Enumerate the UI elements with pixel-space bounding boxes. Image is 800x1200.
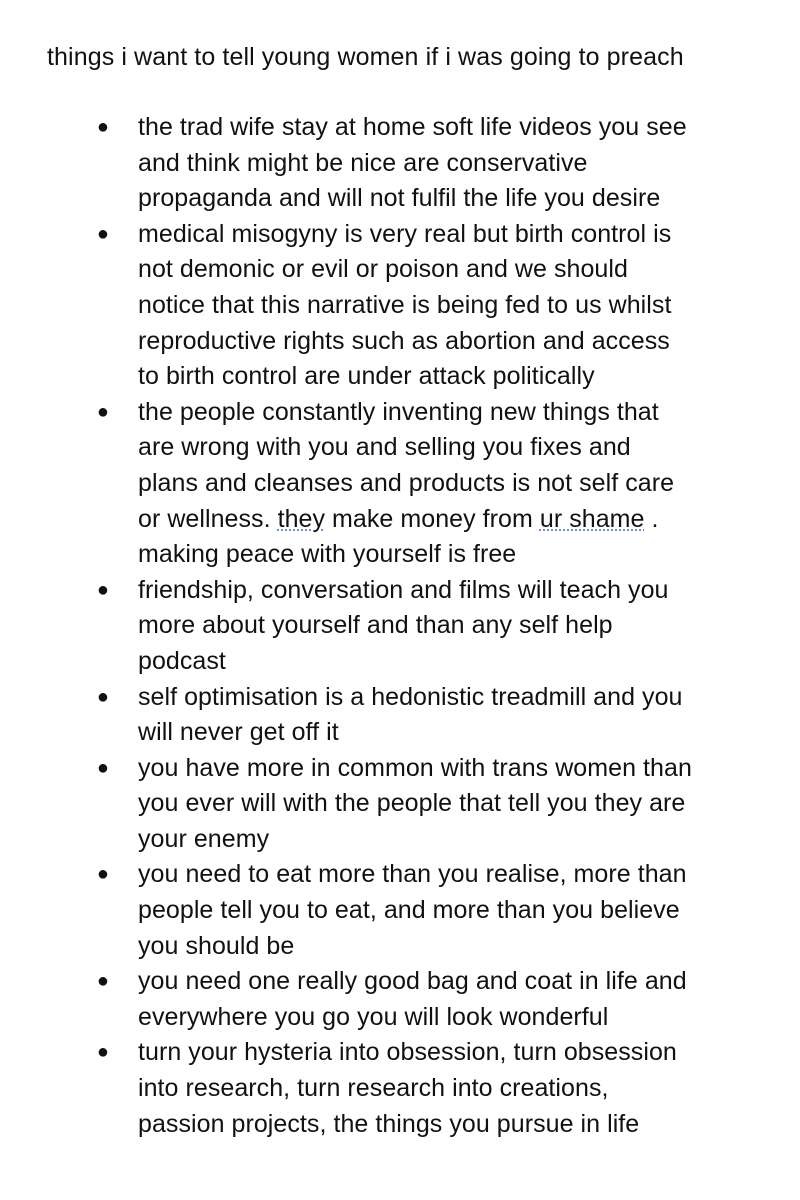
list-item-line: you should be — [138, 931, 295, 960]
list-item-line: podcast — [138, 646, 226, 675]
list-item-line: into research, turn research into creations, — [138, 1074, 609, 1103]
list-item — [0, 857, 748, 964]
list-item-line: propaganda and will not fulfil the life you desire — [138, 184, 661, 213]
bullet-icon: ● — [96, 970, 110, 993]
list-item-line: self optimisation is a hedonistic treadmill and you — [138, 682, 683, 711]
list-item-line: are wrong with you and selling you fixes and — [138, 433, 631, 462]
bullet-icon: ● — [96, 863, 110, 886]
spellcheck-marked-word: they — [277, 504, 326, 533]
bullet-icon: ● — [96, 1041, 110, 1064]
list-item-line: you have more in common with trans women than — [138, 753, 692, 782]
list-item-line: you need one really good bag and coat in life and — [138, 967, 687, 996]
list-item-line: friendship, conversation and films will teach you — [138, 575, 669, 604]
list-item-line: people tell you to eat, and more than you believe — [138, 896, 680, 925]
list-item-line: making peace with yourself is free — [138, 540, 517, 569]
text-segment: or wellness. — [138, 504, 278, 533]
list-item-line: and think might be nice are conservative — [138, 148, 588, 177]
list-item-line: more about yourself and than any self help — [138, 611, 613, 640]
list-item — [0, 573, 748, 680]
list-item-line — [138, 502, 748, 538]
bullet-icon: ● — [96, 685, 110, 708]
list-item — [0, 964, 748, 1035]
list-item-line: notice that this narrative is being fed to us whilst — [138, 290, 672, 319]
list-item — [0, 751, 748, 858]
list-item-line: medical misogyny is very real but birth control is — [138, 219, 672, 248]
document-title: things i want to tell young women if i was going to preach — [47, 43, 684, 71]
bullet-icon: ● — [96, 222, 110, 245]
bullet-icon: ● — [96, 578, 110, 601]
list-item-line: plans and cleanses and products is not self care — [138, 468, 675, 497]
list-item — [0, 680, 748, 751]
bullet-list — [0, 110, 800, 1142]
list-item-line: not demonic or evil or poison and we should — [138, 255, 628, 284]
bullet-icon: ● — [96, 116, 110, 138]
list-item-line: everywhere you go you will look wonderful — [138, 1002, 609, 1031]
text-segment: . — [644, 504, 659, 533]
list-item-line: you ever will with the people that tell you they are — [138, 789, 686, 818]
bullet-icon: ● — [96, 756, 110, 779]
list-item — [0, 395, 748, 573]
spellcheck-marked-phrase: ur shame — [539, 504, 645, 533]
list-item-line: the trad wife stay at home soft life videos you see — [138, 113, 687, 141]
text-segment: make money from — [325, 504, 540, 533]
list-item-line: turn your hysteria into obsession, turn obsession — [138, 1038, 677, 1067]
list-item-line: the people constantly inventing new things that — [138, 397, 659, 426]
list-item — [0, 110, 748, 217]
list-item — [0, 217, 748, 395]
list-item-line: you need to eat more than you realise, more than — [138, 860, 687, 889]
bullet-icon: ● — [96, 400, 110, 423]
list-item-line: will never get off it — [138, 718, 339, 747]
list-item — [0, 1035, 748, 1142]
list-item-line: to birth control are under attack politically — [138, 362, 595, 391]
list-item-line: your enemy — [138, 824, 270, 853]
list-item-line: reproductive rights such as abortion and access — [138, 326, 670, 355]
list-item-line: passion projects, the things you pursue in life — [138, 1109, 640, 1138]
